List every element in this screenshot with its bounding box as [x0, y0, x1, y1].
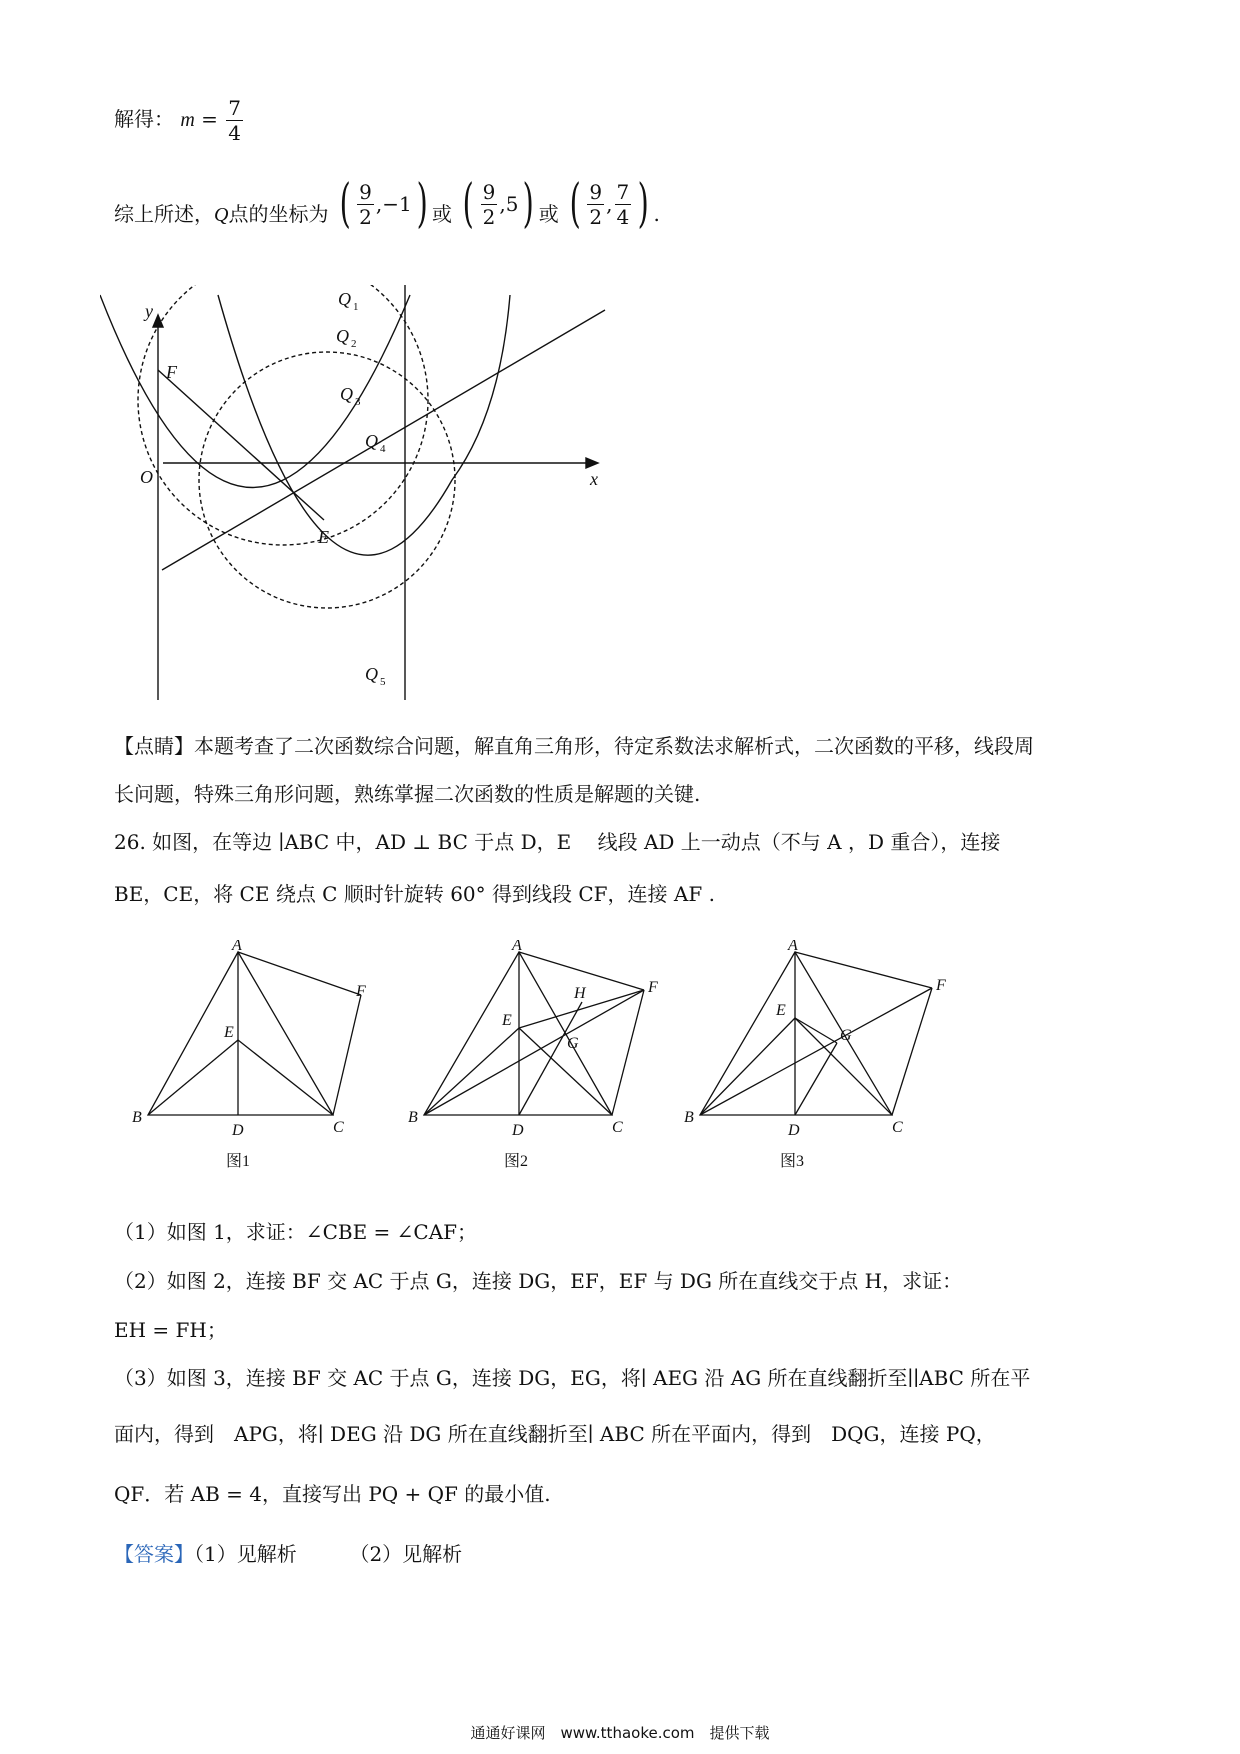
label-y: y — [145, 301, 153, 321]
parabola-translated-right — [410, 295, 512, 507]
q26-text-2: BE，CE，将 CE 绕点 C 顺时针旋转 60° 得到线段 CF，连接 AF . — [114, 882, 715, 906]
answer-1: （1）见解析 — [194, 1542, 297, 1566]
segment-bf — [700, 988, 932, 1115]
dashed-circle-2 — [199, 352, 455, 608]
fig1-caption: 图1 — [226, 1153, 251, 1170]
coord-2-x-num: 9 — [482, 179, 496, 204]
footer-text: 通通好课网 www.tthaoke.com 提供下载 — [470, 1724, 770, 1742]
label-o: O — [140, 467, 153, 487]
coord-1-y: ,−1 — [375, 192, 412, 216]
label-x: x — [590, 469, 598, 489]
segment-be — [148, 1040, 238, 1115]
equals-sign: = — [201, 107, 218, 131]
label-q4: Q — [365, 431, 378, 451]
page-footer — [0, 1722, 1240, 1743]
fig2-caption: 图2 — [504, 1153, 529, 1170]
coord-2: ( $\frac{9}{2}$ ,5 ) — [462, 174, 535, 234]
dianjing-tag: 【点睛】 — [114, 734, 194, 758]
fig2-label-h: H — [574, 985, 586, 1002]
segment-af — [795, 952, 932, 988]
segment-be — [424, 1028, 519, 1115]
var-q: Q — [214, 204, 229, 226]
var-m: m — [180, 109, 195, 131]
segment-cf — [333, 995, 361, 1115]
label-q5: Q — [365, 664, 378, 684]
x-axis-arrow — [586, 458, 598, 468]
q26-line-1 — [114, 826, 1000, 855]
triangle-abc — [148, 952, 333, 1115]
label-q1: Q — [338, 289, 351, 309]
label-q2-sub: 2 — [351, 338, 357, 350]
triangle-abc — [424, 952, 612, 1115]
fig3-label-g: G — [840, 1027, 852, 1044]
figure-1 — [128, 940, 388, 1170]
q26-line-2 — [114, 878, 715, 907]
label-q3-sub: 3 — [355, 396, 361, 408]
segment-cf — [612, 990, 644, 1115]
coord-3-x-num: 9 — [589, 179, 603, 204]
fig1-label-a: A — [232, 940, 242, 954]
coord-2-x-den: 2 — [482, 204, 496, 229]
segment-af — [238, 952, 361, 995]
part-2a — [114, 1265, 962, 1294]
fig1-label-e: E — [224, 1024, 234, 1041]
coord-2-y: ,5 — [499, 192, 519, 216]
answer-tag: 【答案】 — [114, 1542, 194, 1566]
summary-end: . — [653, 202, 660, 226]
coord-1: ( $\frac{9}{2}$ ,−1 ) — [339, 174, 428, 234]
fig2-label-g: G — [567, 1035, 579, 1052]
part-3a — [114, 1362, 1030, 1391]
fig2-label-f: F — [648, 979, 658, 996]
triangle-abc — [700, 952, 892, 1115]
part-1 — [114, 1216, 477, 1245]
segment-ce — [238, 1040, 333, 1115]
segment-dg — [795, 1043, 837, 1115]
fig3-label-f: F — [936, 977, 946, 994]
fig2-label-d: D — [512, 1122, 524, 1139]
fig3-label-d: D — [788, 1122, 800, 1139]
fig1-label-d: D — [232, 1122, 244, 1139]
coord-3-comma: , — [606, 192, 613, 216]
or-2: 或 — [538, 202, 559, 226]
coord-3: ( $\frac{9}{2}$ , $\frac{7}{4}$ ) — [569, 174, 649, 234]
fig3-caption: 图3 — [780, 1153, 805, 1170]
part-1-text: （1）如图 1，求证：∠CBE = ∠CAF； — [114, 1220, 478, 1244]
part-2a-text: （2）如图 2，连接 BF 交 AC 于点 G，连接 DG，EF，EF 与 DG 所在直线交于点 H，求证： — [114, 1269, 963, 1293]
or-1: 或 — [431, 202, 452, 226]
dashed-circle-1 — [138, 285, 428, 545]
fig1-label-f: F — [356, 983, 366, 1000]
part-3c-text: QF．若 AB = 4，直接写出 PQ + QF 的最小值. — [114, 1482, 551, 1506]
fig1-label-c: C — [333, 1119, 344, 1136]
label-q2: Q — [336, 326, 349, 346]
fraction-denominator: 4 — [228, 121, 242, 145]
fraction-numerator: 7 — [228, 96, 242, 120]
q26-text-1: 26. 如图，在等边 ∣ABC 中，AD ⊥ BC 于点 D，E 线段 AD 上一动点（不与 A ，D 重合），连接 — [114, 830, 1001, 854]
part-2b — [114, 1314, 227, 1343]
fig3-label-c: C — [892, 1119, 903, 1136]
segment-ce — [519, 1028, 612, 1115]
part-3b-text: 面内，得到 APG，将∣ DEG 沿 DG 所在直线翻折至∣ ABC 所在平面内，得到 DQG，连接 PQ， — [114, 1422, 996, 1446]
summary-prefix: 综上所述， — [114, 202, 214, 226]
summary-mid: 点的坐标为 — [228, 202, 329, 226]
dianjing-text-2: 长问题，特殊三角形问题，熟练掌握二次函数的性质是解题的关键. — [114, 782, 701, 806]
function-graph — [100, 285, 620, 705]
figure-3 — [680, 940, 950, 1170]
dianjing-line-1 — [114, 730, 1034, 759]
parabola-original — [100, 295, 410, 488]
figure-2 — [404, 940, 674, 1170]
coord-3-y-num: 7 — [616, 179, 630, 204]
answer-2: （2）见解析 — [349, 1542, 463, 1566]
coord-3-y-den: 4 — [616, 204, 630, 229]
answer-line — [114, 1538, 462, 1567]
coord-1-x-num: 9 — [359, 179, 372, 204]
coord-3-x-den: 2 — [589, 204, 603, 229]
parabola-translated — [218, 295, 510, 555]
fig3-label-e: E — [776, 1002, 786, 1019]
dianjing-line-2 — [114, 778, 700, 807]
label-q4-sub: 4 — [380, 443, 386, 455]
label-e: E — [318, 527, 329, 547]
label-q3: Q — [340, 384, 353, 404]
fig2-label-b: B — [408, 1109, 418, 1126]
label-f: F — [166, 362, 177, 382]
label-q1-sub: 1 — [353, 301, 359, 313]
summary-line — [114, 174, 660, 234]
part-3c — [114, 1478, 551, 1507]
part-3a-text: （3）如图 3，连接 BF 交 AC 于点 G，连接 DG，EG，将∣ AEG 沿 AG 所在直线翻折至∣∣ABC 所在平 — [114, 1366, 1031, 1390]
straight-line — [162, 310, 605, 570]
label-q5-sub: 5 — [380, 676, 386, 688]
segment-bf — [424, 990, 644, 1115]
fig2-label-c: C — [612, 1119, 623, 1136]
fig2-label-e: E — [502, 1012, 512, 1029]
fraction-m — [226, 96, 243, 145]
part-2b-text: EH = FH； — [114, 1318, 227, 1342]
coord-1-x-den: 2 — [359, 204, 372, 229]
solution-line — [114, 96, 245, 145]
part-3b — [114, 1418, 996, 1447]
dianjing-text-1: 本题考查了二次函数综合问题，解直角三角形，待定系数法求解析式，二次函数的平移，线段周 — [194, 734, 1034, 758]
fig1-label-b: B — [132, 1109, 142, 1126]
solution-prefix: 解得： — [114, 107, 174, 131]
fig2-label-a: A — [512, 940, 522, 954]
segment-fe — [158, 370, 324, 520]
fig3-label-b: B — [684, 1109, 694, 1126]
fig3-label-a: A — [788, 940, 798, 954]
